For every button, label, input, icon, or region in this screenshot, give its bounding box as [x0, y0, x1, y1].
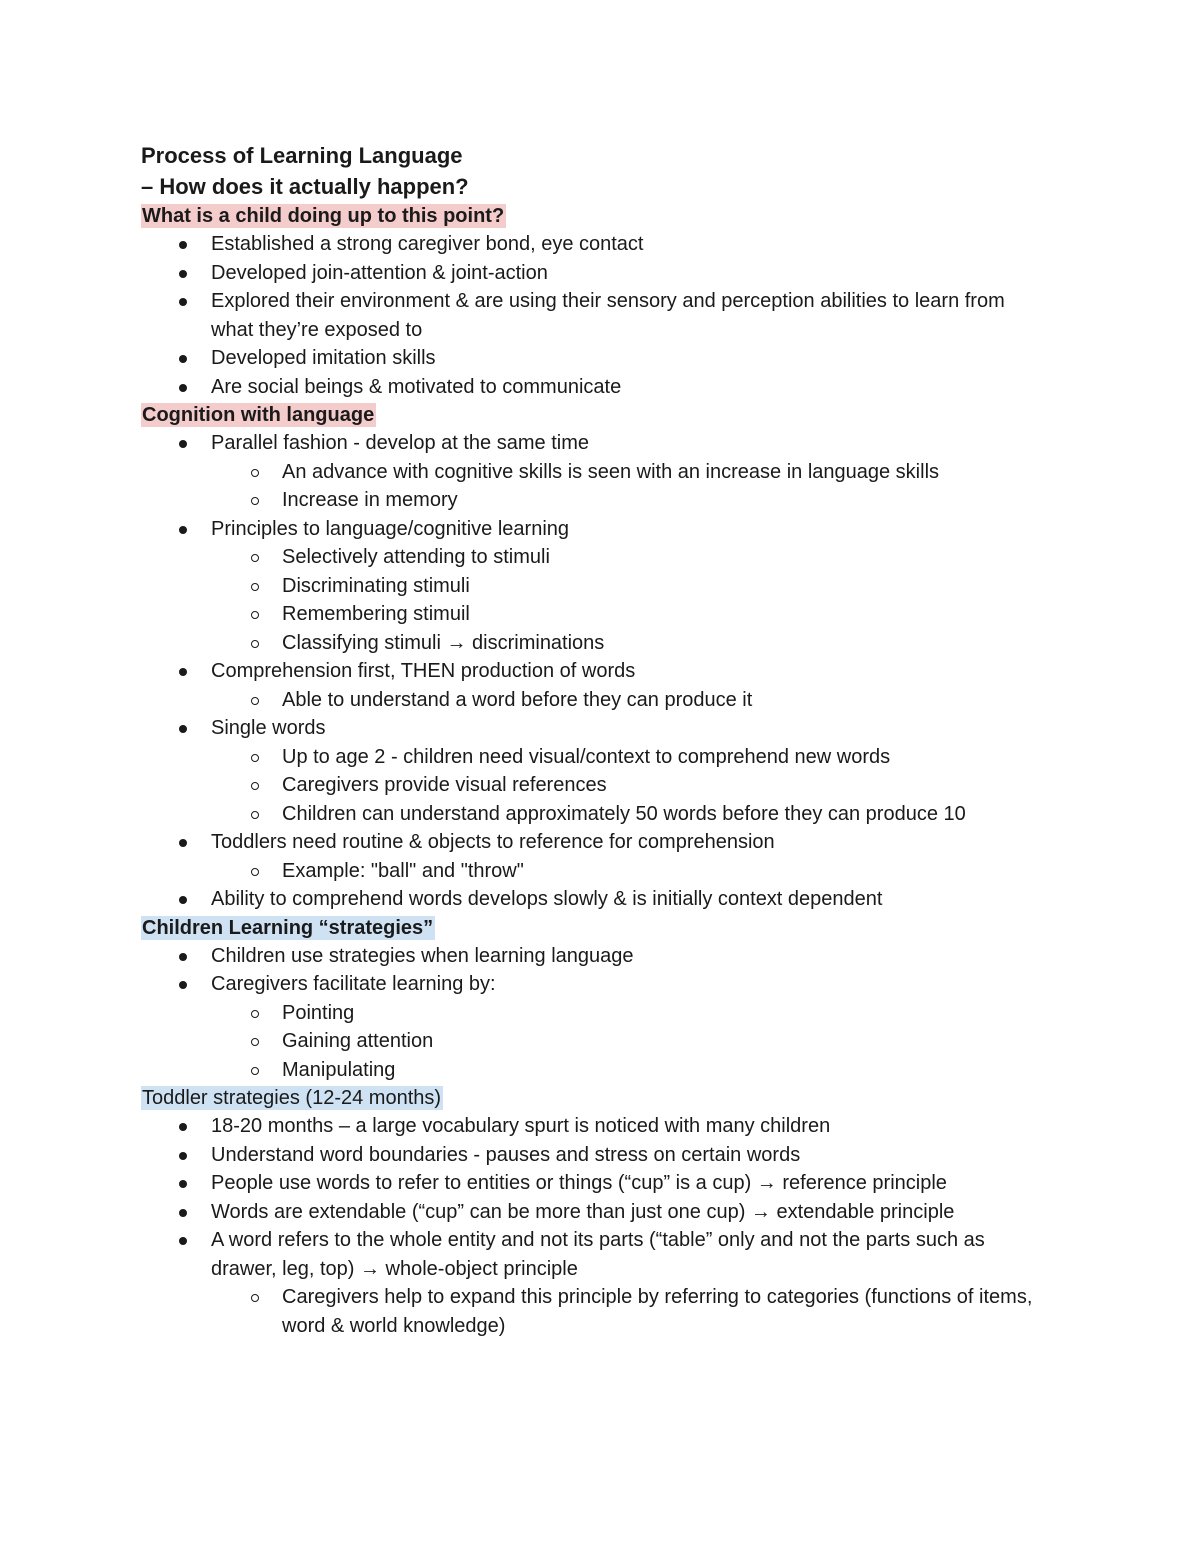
bullet-icon	[179, 725, 187, 733]
bullet-icon	[179, 668, 187, 676]
sub-bullet-list	[141, 543, 1041, 657]
bullet-list	[141, 942, 1041, 999]
sub-list-item: Example: "ball" and "throw"	[141, 857, 1041, 886]
list-item: People use words to refer to entities or things (“cup” is a cup) → reference principle	[141, 1169, 1041, 1198]
hollow-bullet-icon	[251, 782, 259, 790]
sub-list-item: Gaining attention	[141, 1027, 1041, 1056]
bullet-icon	[179, 270, 187, 278]
bullet-icon	[179, 981, 187, 989]
list-item: Ability to comprehend words develops slowly & is initially context dependent	[141, 885, 1041, 914]
sub-list-item: Remembering stimuil	[141, 600, 1041, 629]
section-heading-cognition: Cognition with language	[142, 404, 375, 426]
hollow-bullet-icon	[251, 1294, 259, 1302]
list-item: Are social beings & motivated to communicate	[141, 373, 1041, 402]
bullet-icon	[179, 896, 187, 904]
bullet-list	[141, 515, 1041, 544]
doc-subtitle: – How does it actually happen?	[141, 174, 469, 199]
bullet-icon	[179, 298, 187, 306]
sub-bullet-list	[141, 686, 1041, 715]
hollow-bullet-icon	[251, 1067, 259, 1075]
bullet-list	[141, 714, 1041, 743]
bullet-icon	[179, 1180, 187, 1188]
bullet-icon	[179, 1123, 187, 1131]
list-item: Parallel fashion - develop at the same time	[141, 429, 1041, 458]
sub-list-item: An advance with cognitive skills is seen with an increase in language skills	[141, 458, 1041, 487]
sub-list-item: Pointing	[141, 999, 1041, 1028]
sub-list-item: Up to age 2 - children need visual/context to comprehend new words	[141, 743, 1041, 772]
sub-list-item: Selectively attending to stimuli	[141, 543, 1041, 572]
list-item: A word refers to the whole entity and not its parts (“table” only and not the parts such as drawer, leg, top) → whole-object principle	[141, 1226, 1041, 1283]
bullet-icon	[179, 1209, 187, 1217]
hollow-bullet-icon	[251, 811, 259, 819]
hollow-bullet-icon	[251, 640, 259, 648]
list-item: Single words	[141, 714, 1041, 743]
hollow-bullet-icon	[251, 1010, 259, 1018]
sub-list-item: Classifying stimuli → discriminations	[141, 629, 1041, 658]
list-item: Words are extendable (“cup” can be more than just one cup) → extendable principle	[141, 1198, 1041, 1227]
hollow-bullet-icon	[251, 697, 259, 705]
sub-bullet-list	[141, 999, 1041, 1085]
bullet-icon	[179, 440, 187, 448]
sub-list-item: Caregivers help to expand this principle by referring to categories (functions of items, word & world knowledge)	[141, 1283, 1041, 1340]
hollow-bullet-icon	[251, 554, 259, 562]
list-item: Understand word boundaries - pauses and stress on certain words	[141, 1141, 1041, 1170]
sub-list-item: Children can understand approximately 50 words before they can produce 10	[141, 800, 1041, 829]
sub-bullet-list	[141, 857, 1041, 886]
bullet-icon	[179, 1237, 187, 1245]
bullet-icon	[179, 953, 187, 961]
list-item: Explored their environment & are using their sensory and perception abilities to learn from what they’re exposed to	[141, 287, 1041, 344]
bullet-list	[141, 657, 1041, 686]
list-item: Caregivers facilitate learning by:	[141, 970, 1041, 999]
bullet-icon	[179, 526, 187, 534]
bullet-list	[141, 1112, 1041, 1283]
sub-bullet-list	[141, 743, 1041, 829]
sub-list-item: Increase in memory	[141, 486, 1041, 515]
bullet-list	[141, 429, 1041, 458]
hollow-bullet-icon	[251, 469, 259, 477]
sub-list-item: Discriminating stimuli	[141, 572, 1041, 601]
sub-bullet-list	[141, 1283, 1041, 1340]
hollow-bullet-icon	[251, 497, 259, 505]
list-item: Developed imitation skills	[141, 344, 1041, 373]
bullet-icon	[179, 1152, 187, 1160]
sub-list-item: Manipulating	[141, 1056, 1041, 1085]
bullet-icon	[179, 839, 187, 847]
document-page	[141, 140, 1041, 1340]
list-item: Principles to language/cognitive learning	[141, 515, 1041, 544]
list-item: 18-20 months – a large vocabulary spurt is noticed with many children	[141, 1112, 1041, 1141]
list-item: Children use strategies when learning language	[141, 942, 1041, 971]
hollow-bullet-icon	[251, 868, 259, 876]
bullet-list	[141, 885, 1041, 914]
section-heading-toddler-strategies: Toddler strategies (12-24 months)	[142, 1087, 442, 1109]
sub-bullet-list	[141, 458, 1041, 515]
bullet-icon	[179, 355, 187, 363]
doc-title: Process of Learning Language	[141, 143, 463, 168]
hollow-bullet-icon	[251, 611, 259, 619]
bullet-list	[141, 828, 1041, 857]
section-heading-learning-strategies: Children Learning “strategies”	[142, 916, 434, 939]
list-item: Established a strong caregiver bond, eye contact	[141, 230, 1041, 259]
hollow-bullet-icon	[251, 754, 259, 762]
sub-list-item: Able to understand a word before they can produce it	[141, 686, 1041, 715]
sub-list-item: Caregivers provide visual references	[141, 771, 1041, 800]
section-heading-child-doing: What is a child doing up to this point?	[142, 205, 505, 227]
hollow-bullet-icon	[251, 583, 259, 591]
bullet-list	[141, 230, 1041, 401]
list-item: Comprehension first, THEN production of words	[141, 657, 1041, 686]
list-item: Toddlers need routine & objects to reference for comprehension	[141, 828, 1041, 857]
hollow-bullet-icon	[251, 1038, 259, 1046]
list-item: Developed join-attention & joint-action	[141, 259, 1041, 288]
bullet-icon	[179, 384, 187, 392]
bullet-icon	[179, 241, 187, 249]
